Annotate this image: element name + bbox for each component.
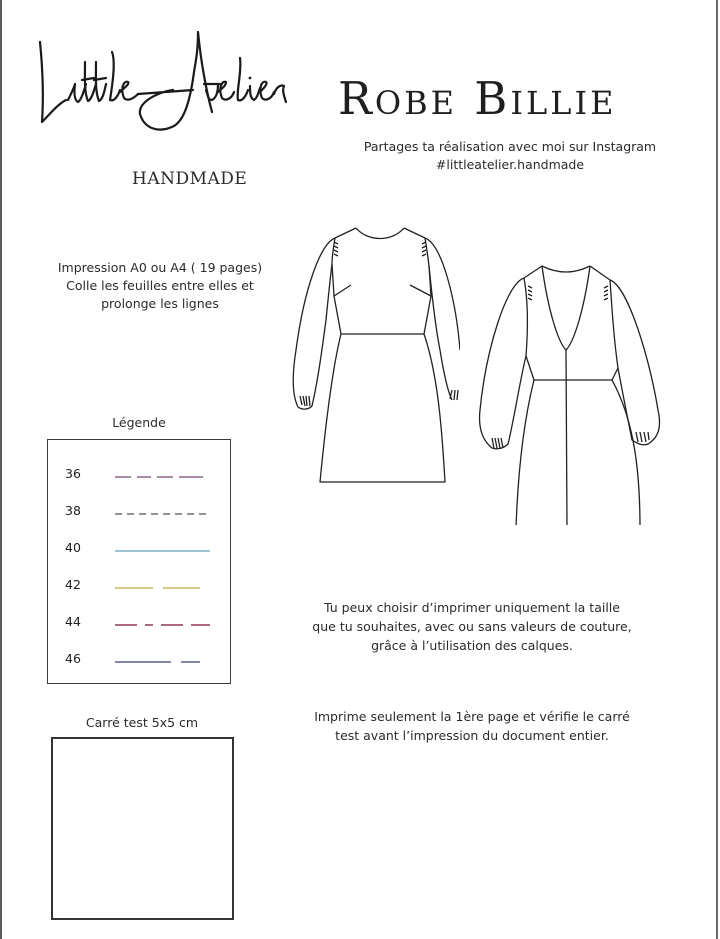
brand-script-wordmark xyxy=(28,22,298,152)
brand-tagline: HANDMADE xyxy=(132,169,248,189)
print-lines-line: prolonge les lignes xyxy=(101,296,219,311)
legend-line-46 xyxy=(115,660,215,664)
pattern-title: Robe Billie xyxy=(338,72,617,126)
dress-front-drawing xyxy=(280,200,460,500)
legend-line-40 xyxy=(115,549,215,553)
layers-note xyxy=(292,598,652,655)
brand-logo xyxy=(28,22,298,189)
dress-front-illustration xyxy=(280,200,460,500)
legend-line-36 xyxy=(115,475,215,479)
instagram-hashtag: #littleatelier.handmade xyxy=(435,157,585,172)
legend-line-38 xyxy=(115,512,215,516)
layers-note-line: Tu peux choisir d’imprimer uniquement la taille xyxy=(324,600,620,615)
legend-size-label: 38 xyxy=(65,503,81,518)
legend-item-42 xyxy=(65,577,215,597)
legend-item-38 xyxy=(65,503,215,523)
dress-back-drawing xyxy=(470,260,670,525)
size-legend xyxy=(47,439,231,684)
legend-line-42 xyxy=(115,586,215,590)
legend-size-label: 36 xyxy=(65,466,81,481)
layers-note-line: grâce à l’utilisation des calques. xyxy=(371,638,573,653)
layers-note-line: que tu souhaites, avec ou sans valeurs de couture, xyxy=(312,619,632,634)
instagram-share-text: Partages ta réalisation avec moi sur Instagram xyxy=(363,139,657,154)
legend-size-label: 44 xyxy=(65,614,81,629)
legend-size-label: 46 xyxy=(65,651,81,666)
page-border-right xyxy=(716,0,718,939)
legend-size-label: 40 xyxy=(65,540,81,555)
print-format-line: Impression A0 ou A4 ( 19 pages) xyxy=(57,260,263,275)
test-print-note-line: Imprime seulement la 1ère page et vérifie le carré xyxy=(314,709,630,724)
print-assembly-line: Colle les feuilles entre elles et xyxy=(66,278,254,293)
test-square-label: Carré test 5x5 cm xyxy=(85,715,199,730)
print-instructions xyxy=(30,259,290,313)
page-border-left xyxy=(0,0,2,939)
test-square xyxy=(51,737,234,920)
legend-line-44 xyxy=(115,623,215,627)
test-print-note-line: test avant l’impression du document entier. xyxy=(335,728,609,743)
legend-item-46 xyxy=(65,651,215,671)
legend-title: Légende xyxy=(112,415,166,430)
legend-item-36 xyxy=(65,466,215,486)
test-print-note xyxy=(292,707,652,745)
instagram-share-note xyxy=(330,138,690,174)
dress-back-illustration xyxy=(470,260,670,525)
legend-item-44 xyxy=(65,614,215,634)
legend-item-40 xyxy=(65,540,215,560)
legend-size-label: 42 xyxy=(65,577,81,592)
